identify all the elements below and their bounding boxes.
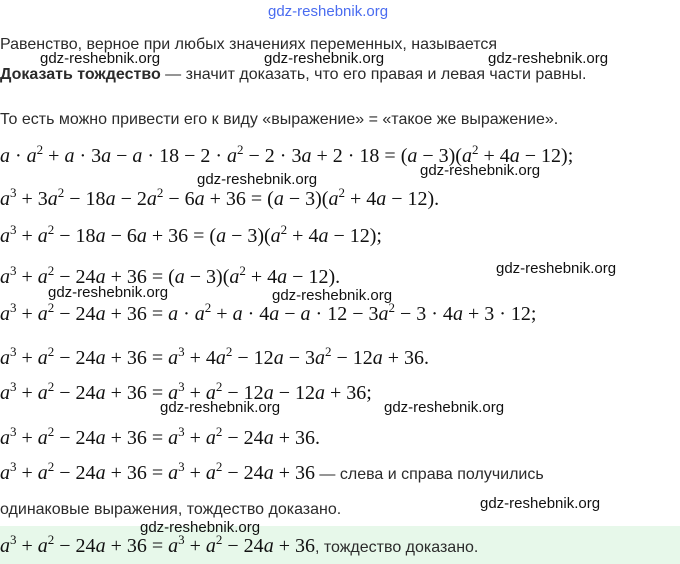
watermark: gdz-reshebnik.org	[272, 287, 393, 304]
watermark: gdz-reshebnik.org	[480, 495, 601, 512]
watermark: gdz-reshebnik.org	[264, 50, 385, 67]
watermark: gdz-reshebnik.org	[140, 519, 261, 536]
equation-step-2: $a^3 + 3a^2 - 18a - 2a^2 - 6a + 36 = (a - 3)(a^2 + 4a - 12)$.	[0, 185, 440, 210]
watermark: gdz-reshebnik.org	[40, 50, 161, 67]
watermark: gdz-reshebnik.org	[384, 399, 505, 416]
equation-step-1: $a \cdot a^2 + a \cdot 3a - a \cdot 18 - 2 \cdot a^2 - 2 \cdot 3a + 2 \cdot 18 = (a - 3)(a^2 + 4a - 12)$;	[0, 142, 574, 167]
equation-step-6: $a^3 + a^2 - 24a + 36 = a^3 + 4a^2 - 12a - 3a^2 - 12a + 36$.	[0, 344, 430, 369]
intro-text: То есть можно привести его к виду «выражение» = «такое же выражение».	[0, 111, 559, 128]
step-9-suffix: — слева и справа получились	[314, 466, 544, 483]
equation-step-3: $a^3 + a^2 - 18a - 6a + 36 = (a - 3)(a^2 + 4a - 12)$;	[0, 222, 382, 247]
equation-final: $a^3 + a^2 - 24a + 36 = a^3 + a^2 - 24a + 36$, тождество доказано.	[0, 532, 479, 557]
watermark: gdz-reshebnik.org	[496, 260, 617, 277]
equation-step-9: $a^3 + a^2 - 24a + 36 = a^3 + a^2 - 24a + 36$ — слева и справа получились	[0, 459, 544, 484]
equation-step-7: $a^3 + a^2 - 24a + 36 = a^3 + a^2 - 12a - 12a + 36$;	[0, 379, 372, 404]
watermark: gdz-reshebnik.org	[197, 171, 318, 188]
watermark-top: gdz-reshebnik.org	[268, 3, 389, 20]
definition-rest: — значит доказать, что его правая и левая части равны.	[160, 66, 587, 83]
equation-step-4: $a^3 + a^2 - 24a + 36 = (a - 3)(a^2 + 4a - 12)$.	[0, 263, 341, 288]
watermark: gdz-reshebnik.org	[488, 50, 609, 67]
definition-line-2	[0, 66, 586, 84]
watermark: gdz-reshebnik.org	[420, 162, 541, 179]
conclusion-text: одинаковые выражения, тождество доказано.	[0, 501, 342, 518]
definition-term: Доказать тождество	[0, 66, 161, 83]
equation-step-5: $a^3 + a^2 - 24a + 36 = a \cdot a^2 + a \cdot 4a - a \cdot 12 - 3a^2 - 3 \cdot 4a + 3 \cdot 12$;	[0, 300, 537, 325]
watermark: gdz-reshebnik.org	[48, 284, 169, 301]
equation-step-8: $a^3 + a^2 - 24a + 36 = a^3 + a^2 - 24a + 36$.	[0, 424, 320, 449]
final-suffix: , тождество доказано.	[314, 539, 479, 556]
definition-line-1: Равенство, верное при любых значениях переменных, называется	[0, 36, 498, 53]
watermark: gdz-reshebnik.org	[160, 399, 281, 416]
